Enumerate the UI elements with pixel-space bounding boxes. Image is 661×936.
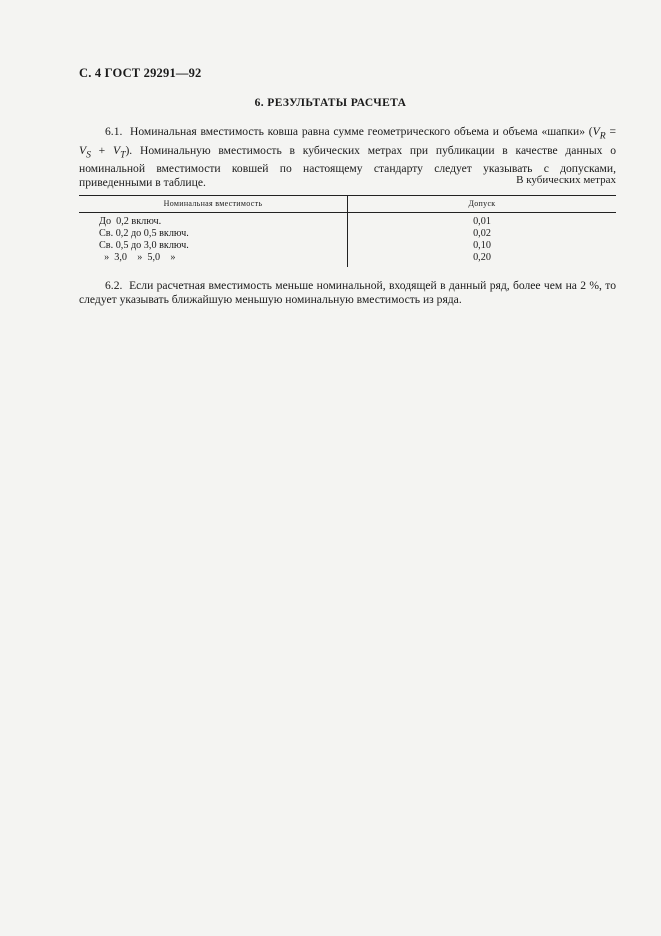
formula-eq: = xyxy=(605,125,617,138)
tolerance-cell: 0,20 xyxy=(473,252,491,263)
formula-vt: V xyxy=(112,143,121,157)
formula-v: V xyxy=(592,125,600,138)
table-row xyxy=(79,216,616,228)
formula-plus: + xyxy=(90,143,113,157)
formula-sub-t: T xyxy=(120,148,126,160)
column-header-capacity: Номинальная вместимость xyxy=(163,199,263,208)
paragraph-text-continued: ). Номинальную вместимость в кубических метрах при публикации в качестве данных о номинальной вместимости ковшей по настоящему стандарту следует указывать с допусками, приведенными в таблице. xyxy=(79,143,616,190)
table-row xyxy=(79,252,616,264)
formula-sub-r: R xyxy=(599,130,606,142)
table-row xyxy=(79,240,616,252)
tolerance-cell: 0,02 xyxy=(473,228,491,239)
tolerance-table xyxy=(79,195,616,267)
paragraph-number: 6.1. xyxy=(105,125,123,138)
column-header-tolerance: Допуск xyxy=(468,199,496,208)
capacity-cell: Св. 0,5 до 3,0 включ. xyxy=(99,240,189,251)
paragraph-text: Если расчетная вместимость меньше номинальной, входящей в данный ряд, более чем на 2 %, то следует указывать ближайшую меньшую номинальную вместимость из ряда. xyxy=(79,279,617,307)
capacity-cell: » 3,0 » 5,0 » xyxy=(99,252,176,263)
capacity-cell: До 0,2 включ. xyxy=(99,216,162,227)
table-unit-note: В кубических метрах xyxy=(516,174,616,186)
paragraph-text: Номинальная вместимость ковша равна сумме геометрического объема и объема «шапки» ( xyxy=(129,125,593,138)
paragraph-number: 6.2. xyxy=(105,279,123,292)
formula-vs: V xyxy=(79,143,87,157)
formula-sub-s: S xyxy=(86,148,91,160)
capacity-cell: Св. 0,2 до 0,5 включ. xyxy=(99,228,189,239)
section-title: 6. РЕЗУЛЬТАТЫ РАСЧЕТА xyxy=(254,97,407,109)
paragraph-6-2 xyxy=(79,279,616,307)
tolerance-cell: 0,10 xyxy=(473,240,491,251)
page-header: С. 4 ГОСТ 29291—92 xyxy=(79,66,202,80)
table-row xyxy=(79,228,616,240)
tolerance-cell: 0,01 xyxy=(473,216,491,227)
